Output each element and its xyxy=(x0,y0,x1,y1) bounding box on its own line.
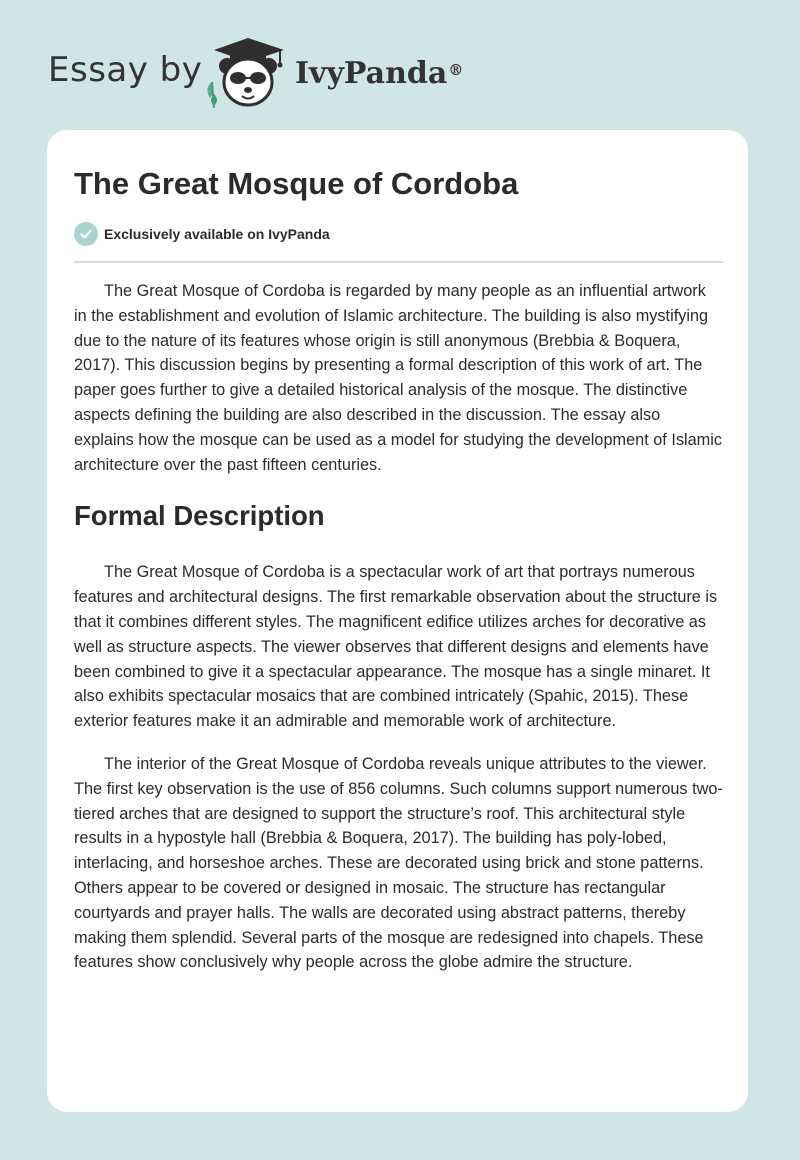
panda-logo-icon[interactable] xyxy=(200,36,292,110)
badge-text: Exclusively available on IvyPanda xyxy=(104,226,330,242)
essay-body xyxy=(74,279,723,975)
divider xyxy=(74,261,723,263)
body-paragraph: The interior of the Great Mosque of Cordoba reveals unique attributes to the viewer. The first key observation is the use of 856 columns. Such columns support numerous two-tiered arches that are designed to support the structure’s roof. This architectural style results in a hypostyle hall (Brebbia & Boquera, 2017). The building has poly-lobed, interlacing, and horseshoe arches. These are decorated using brick and stone patterns. Others appear to be covered or designed in mosaic. The structure has rectangular courtyards and prayer halls. The walls are decorated using abstract patterns, thereby making them splendid. Several parts of the mosque are redesigned into chapels. These features show conclusively why people across the globe admire the structure. xyxy=(74,754,723,972)
brand-name-text: IvyPanda xyxy=(295,56,448,91)
section-heading: Formal Description xyxy=(74,500,325,532)
essay-card xyxy=(47,130,748,1112)
intro-paragraph: The Great Mosque of Cordoba is regarded by many people as an influential artwork in the establishment and evolution of Islamic architecture. The building is also mystifying due to the nature of its features whose origin is still anonymous (Brebbia & Boquera, 2017). This discussion begins by presenting a formal description of this work of art. The paper goes further to give a detailed historical analysis of the mosque. The distinctive aspects defining the building are also described in the discussion. The essay also explains how the mosque can be used as a model for studying the development of Islamic architecture over the past fifteen centuries. xyxy=(74,282,723,474)
registered-mark: ® xyxy=(448,61,464,79)
page-title: The Great Mosque of Cordoba xyxy=(74,166,519,201)
body-paragraph: The Great Mosque of Cordoba is a spectacular work of art that portrays numerous features and architectural designs. The first remarkable observation about the structure is that it combines different styles. The magnificent edifice utilizes arches for decorative as well as structure aspects. The viewer observes that different designs and elements have been combined to give it a spectacular appearance. The mosque has a single minaret. It also exhibits spectacular mosaics that are combined intricately (Spahic, 2015). These exterior features make it an admirable and memorable work of architecture. xyxy=(74,563,718,731)
check-icon xyxy=(74,222,98,246)
exclusive-badge xyxy=(74,222,330,246)
brand-name[interactable] xyxy=(295,54,463,94)
essay-by-label: Essay by xyxy=(48,50,203,90)
site-header xyxy=(0,0,800,120)
